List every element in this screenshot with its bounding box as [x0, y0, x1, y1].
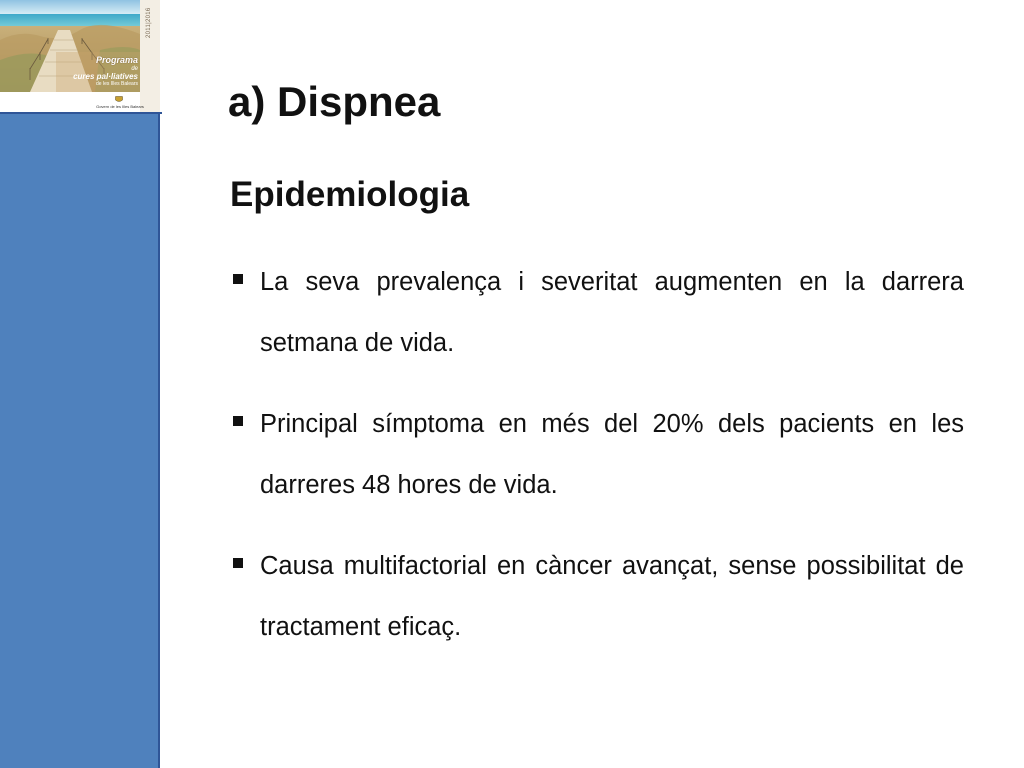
program-cover-image: [0, 0, 160, 112]
brand-line-4: de les Illes Balears: [96, 81, 138, 87]
square-bullet-icon: [233, 416, 243, 426]
bullet-text: Principal símptoma en més del 20% dels pacients en les darreres 48 hores de vida.: [260, 410, 964, 499]
program-brand-text: [58, 56, 138, 87]
program-years: 2011|2016: [146, 7, 152, 38]
bullet-list: [230, 252, 964, 678]
bullet-item: [230, 536, 964, 658]
slide-title: a) Dispnea: [228, 78, 441, 125]
government-crest-icon: [115, 96, 123, 103]
square-bullet-icon: [233, 274, 243, 284]
brand-line-3: cures pal·liatives: [73, 72, 138, 81]
blue-side-panel: [0, 114, 160, 768]
government-label: Govern de les Illes Balears: [96, 104, 144, 109]
left-sidebar: [0, 0, 162, 768]
square-bullet-icon: [233, 558, 243, 568]
bullet-item: [230, 252, 964, 374]
brand-line-1: Programa: [95, 55, 138, 65]
brand-line-2: de: [131, 66, 138, 72]
section-heading: Epidemiologia: [230, 175, 470, 214]
bullet-item: [230, 394, 964, 516]
bullet-text: La seva prevalença i severitat augmenten en la darrera setmana de vida.: [260, 268, 964, 357]
bullet-text: Causa multifactorial en càncer avançat, sense possibilitat de tractament eficaç.: [260, 552, 964, 641]
